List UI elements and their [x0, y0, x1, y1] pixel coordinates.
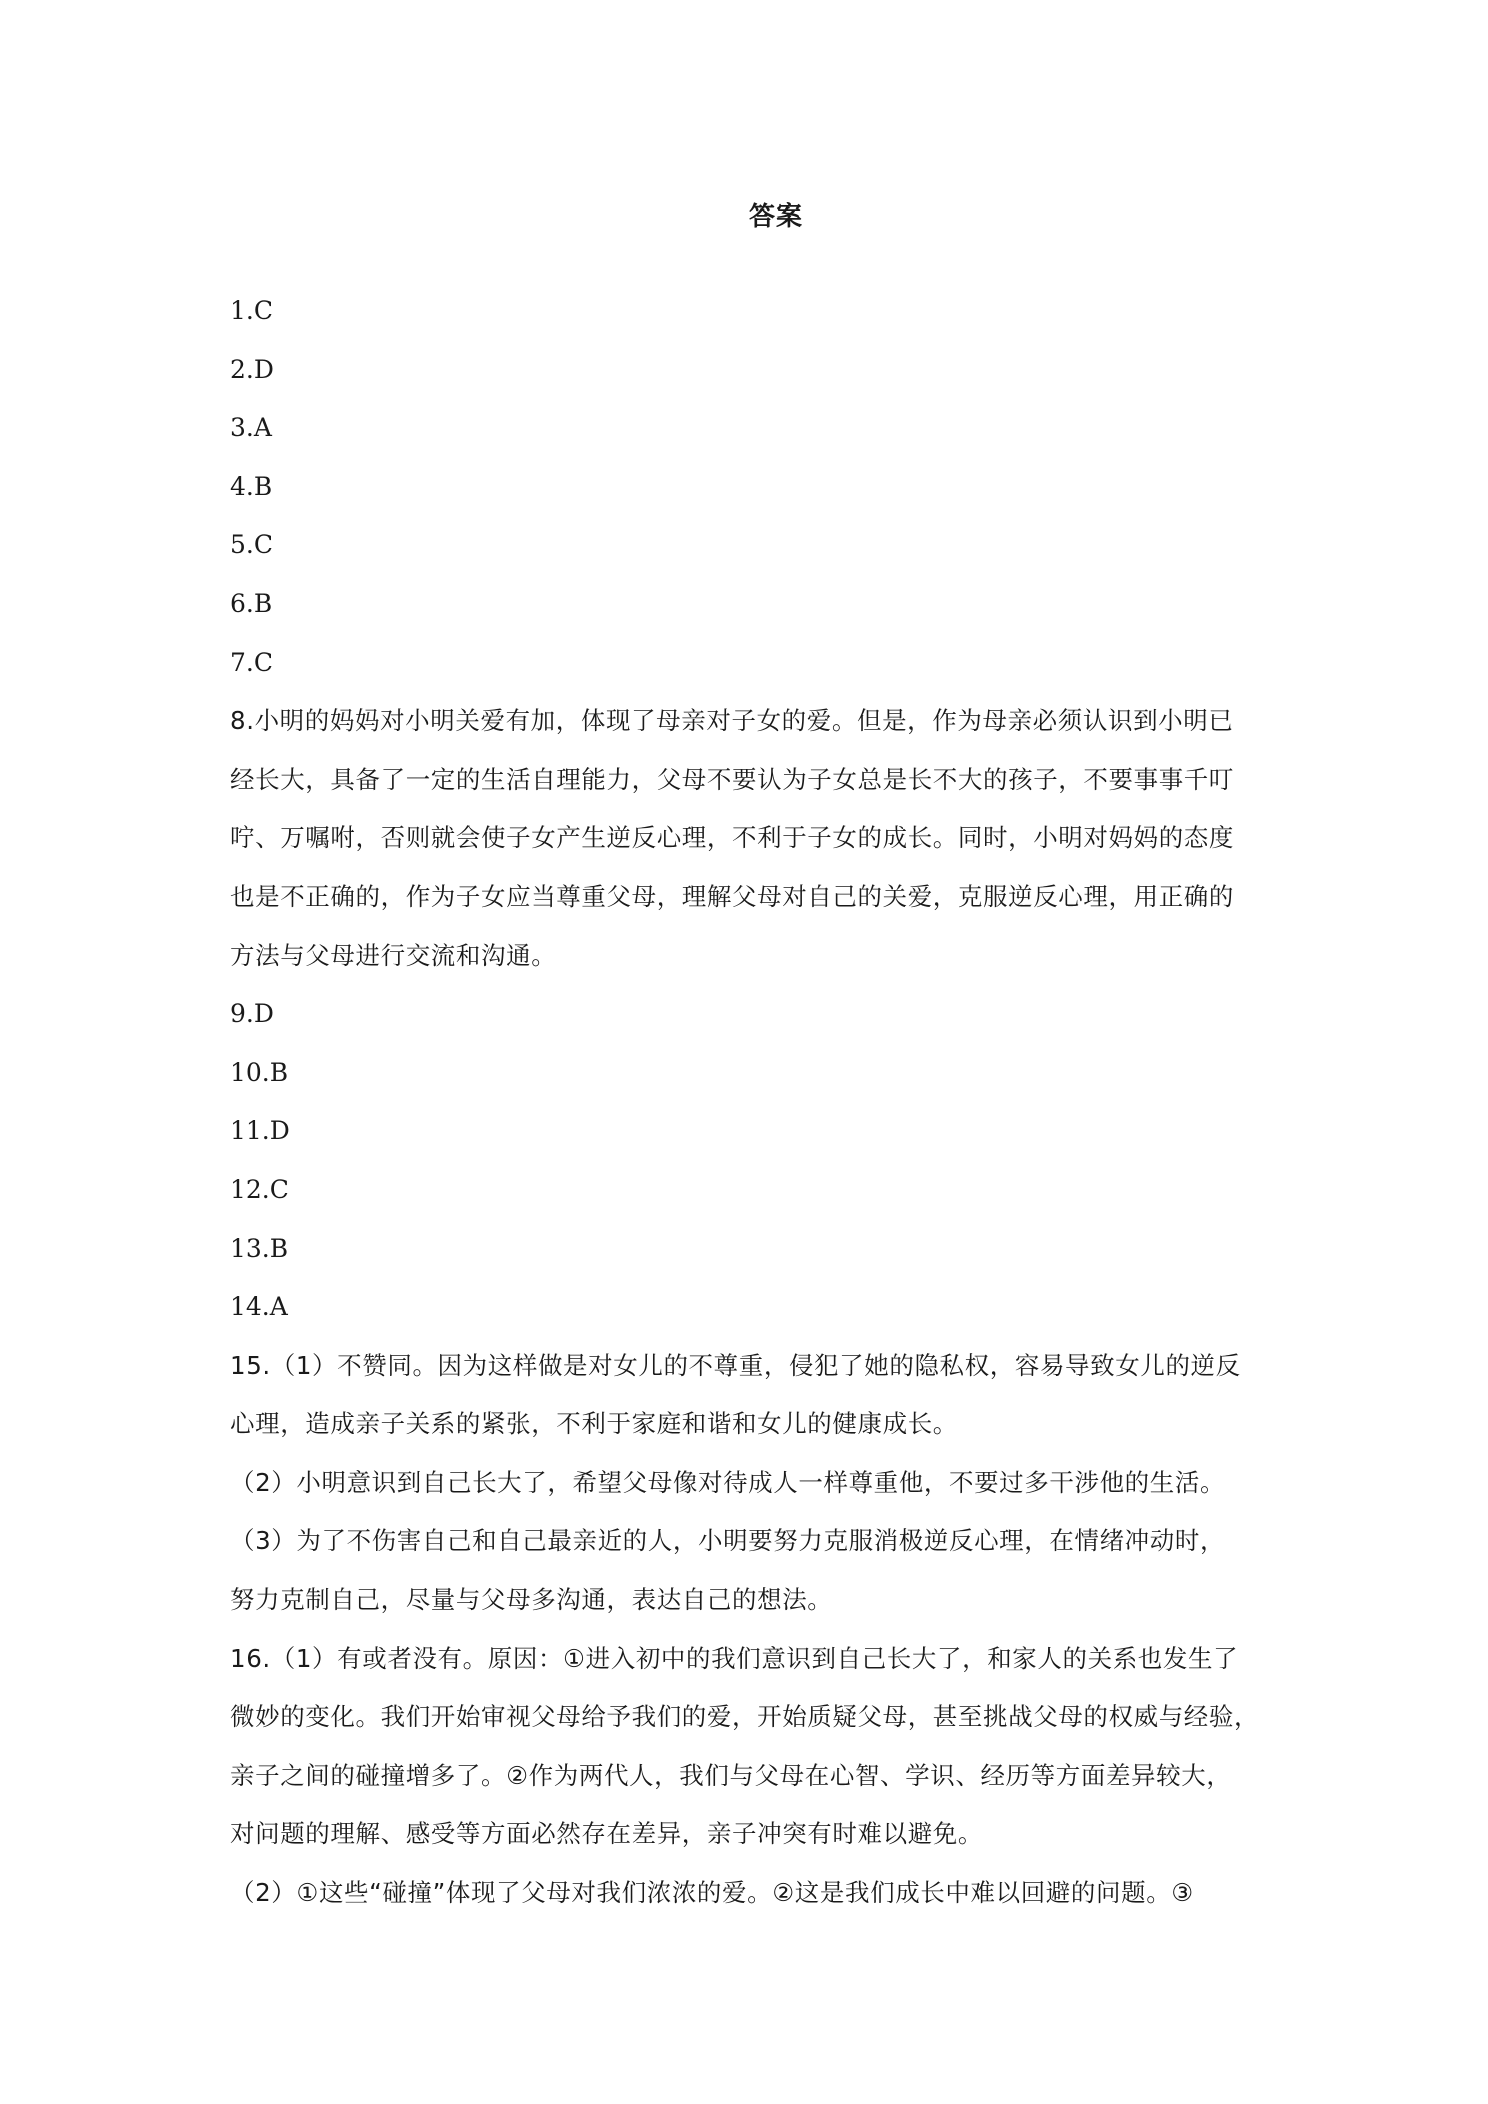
answer-paragraph-line: 方法与父母进行交流和沟通。 — [230, 940, 557, 970]
answer-line: 1.C — [230, 296, 273, 325]
answer-line: 13.B — [230, 1233, 289, 1263]
answer-paragraph-line: 经长大，具备了一定的生活自理能力，父母不要认为子女总是长不大的孩子，不要事事千叮 — [230, 764, 1234, 794]
answer-paragraph-line: （2）①这些“碰撞”体现了父母对我们浓浓的爱。②这是我们成长中难以回避的问题。③ — [230, 1878, 1194, 1908]
answer-line: 6.B — [230, 588, 273, 618]
answer-line: 5.C — [230, 530, 273, 560]
answer-paragraph-line: （3）为了不伤害自己和自己最亲近的人，小明要努力克服消极逆反心理，在情绪冲动时， — [230, 1526, 1226, 1556]
answer-paragraph-line: 咛、万嘱咐，否则就会使子女产生逆反心理，不利于子女的成长。同时，小明对妈妈的态度 — [230, 823, 1234, 853]
answer-line: 14.A — [230, 1292, 288, 1322]
answer-paragraph-line: 微妙的变化。我们开始审视父母给予我们的爱，开始质疑父母，甚至挑战父母的权威与经验， — [230, 1702, 1260, 1732]
answer-line: 4.B — [230, 471, 273, 501]
answer-paragraph-line: 亲子之间的碰撞增多了。②作为两代人，我们与父母在心智、学识、经历等方面差异较大， — [230, 1760, 1232, 1790]
answer-line: 7.C — [230, 647, 273, 677]
answer-paragraph-line: 对问题的理解、感受等方面必然存在差异，亲子冲突有时难以避免。 — [230, 1819, 983, 1849]
answer-line: 12.C — [230, 1174, 289, 1204]
answer-line: 11.D — [230, 1116, 290, 1146]
answer-paragraph-line: 努力克制自己，尽量与父母多沟通，表达自己的想法。 — [230, 1585, 833, 1615]
answer-line: 3.A — [230, 413, 272, 443]
answer-line: 10.B — [230, 1057, 289, 1087]
answer-paragraph-line: （2）小明意识到自己长大了，希望父母像对待成人一样尊重他，不要过多干涉他的生活。 — [230, 1467, 1226, 1497]
answer-paragraph-line: 也是不正确的，作为子女应当尊重父母，理解父母对自己的关爱，克服逆反心理，用正确的 — [230, 881, 1234, 911]
answer-list — [230, 282, 1270, 1923]
answer-paragraph-line: 15.（1）不赞同。因为这样做是对女儿的不尊重，侵犯了她的隐私权，容易导致女儿的逆反 — [230, 1350, 1241, 1380]
answer-paragraph-line: 心理，造成亲子关系的紧张，不利于家庭和谐和女儿的健康成长。 — [230, 1409, 958, 1439]
page-title: 答案 — [748, 202, 803, 232]
answer-paragraph-line: 16.（1）有或者没有。原因：①进入初中的我们意识到自己长大了，和家人的关系也发生了 — [230, 1643, 1239, 1673]
answer-line: 2.D — [230, 354, 274, 384]
answer-paragraph-line: 8.小明的妈妈对小明关爱有加，体现了母亲对子女的爱。但是，作为母亲必须认识到小明已 — [230, 706, 1234, 736]
answer-line: 9.D — [230, 999, 274, 1029]
